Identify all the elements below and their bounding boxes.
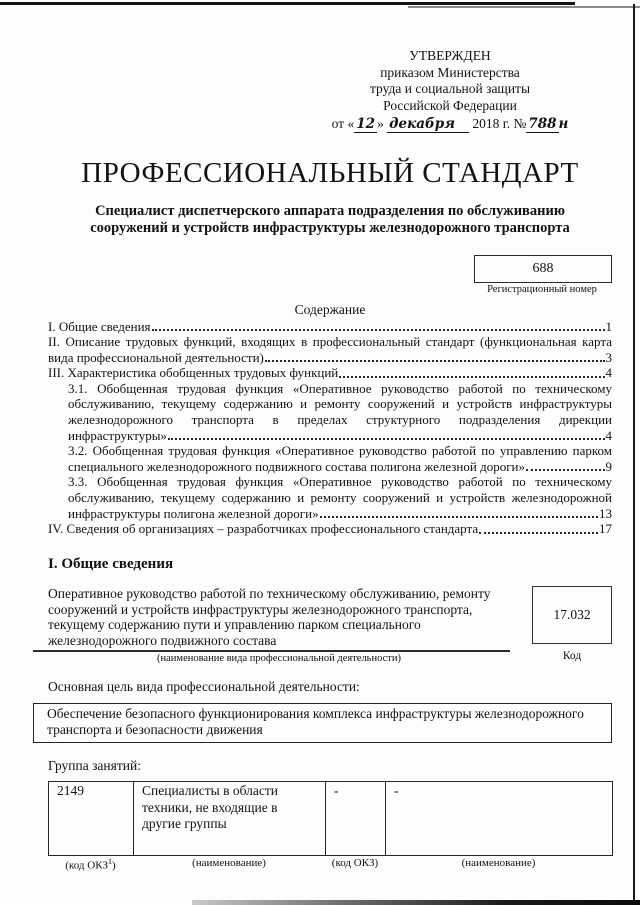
- toc-page-number: 1: [605, 318, 612, 334]
- toc-page-number: 3: [605, 349, 612, 365]
- toc-line: [48, 521, 612, 537]
- handwritten-number-suffix: н: [558, 116, 569, 132]
- toc-line: 3.1. Обобщенная трудовая функция «Оперативное руководство работой по техническому: [68, 380, 612, 396]
- toc-page-number: 17: [599, 521, 612, 537]
- toc-line: железнодорожного транспорта в пределах структурного подразделения дирекции: [68, 412, 612, 428]
- toc-entry-text: III. Характеристика обобщенных трудовых функций: [48, 365, 339, 381]
- document-subtitle: [48, 203, 612, 238]
- toc-line: [48, 319, 612, 335]
- toc-entry-text: I. Общие сведения: [48, 318, 151, 334]
- date-prefix: от «: [331, 116, 355, 131]
- goal-line: Обеспечение безопасного функционирования комплекса инфраструктуры железнодорожного: [47, 706, 584, 721]
- toc-dot-leader: [265, 360, 605, 362]
- activity-description: [33, 586, 510, 652]
- toc-line: обслуживанию, текущему содержанию и ремонту сооружений и устройств железнодорожной: [68, 490, 612, 506]
- table-captions: [48, 857, 612, 872]
- goal-line: транспорта и безопасности движения: [47, 722, 263, 738]
- toc-line: [48, 428, 612, 444]
- table-cell-occupation-name-2: -: [386, 782, 613, 856]
- table-cell-occupation-name: Специалисты в области техники, не входящие в другие группы: [134, 782, 326, 856]
- toc-line: обслуживанию, текущему содержанию и ремонту сооружений и устройств инфраструктуры: [68, 396, 612, 412]
- toc-dot-leader: [526, 469, 605, 471]
- toc-page-number: 9: [605, 458, 612, 474]
- toc-page-number: 4: [605, 365, 612, 381]
- table-caption-okz-2: (код ОКЗ): [331, 857, 379, 870]
- toc-line: 3.3. Обобщенная трудовая функция «Оперативное руководство работой по техническому: [68, 474, 612, 490]
- registration-number-box: [474, 255, 612, 283]
- goal-box: [33, 703, 612, 743]
- code-box: [532, 586, 612, 644]
- toc-line: [48, 350, 612, 366]
- subtitle-line: сооружений и устройств инфраструктуры железнодорожного транспорта: [90, 220, 570, 236]
- approval-line: УТВЕРЖДЕН: [409, 48, 491, 63]
- toc-line: [48, 365, 612, 381]
- occupation-group-label: Группа занятий:: [48, 758, 141, 774]
- approval-line: труда и социальной защиты: [369, 81, 531, 96]
- toc-entry-text: IV. Сведения об организациях – разработчиках профессионального стандарта: [48, 521, 479, 537]
- handwritten-day: 12: [356, 116, 376, 132]
- toc-entry-text: специального железнодорожного подвижного состава полигона железной дороги»: [68, 458, 525, 474]
- caption-text: ): [112, 860, 116, 873]
- table-cell-okz-code-2: -: [326, 782, 386, 856]
- registration-caption: Регистрационный номер: [487, 283, 597, 295]
- toc-line: 3.2. Обобщенная трудовая функция «Оперативное руководство работой по управлению парком: [68, 443, 612, 459]
- toc-dot-leader: [152, 329, 605, 331]
- registration-number: 688: [532, 260, 554, 276]
- table-caption-name: (наименование): [192, 857, 266, 870]
- activity-line: сооружений и устройств инфраструктуры железнодорожного транспорта,: [48, 601, 473, 617]
- scan-artifact-bottom-bar: [192, 900, 640, 905]
- goal-label: Основная цель вида профессиональной деятельности:: [48, 679, 360, 694]
- activity-description-block: [48, 586, 510, 664]
- toc-entry-text: инфраструктуры»: [68, 427, 167, 443]
- code-block: [532, 586, 612, 664]
- toc-dot-leader: [320, 516, 598, 518]
- table-of-contents: [48, 319, 612, 537]
- activity-caption: (наименование вида профессиональной деятельности): [157, 653, 401, 664]
- activity-line: Оперативное руководство работой по техническому обслуживанию, ремонту: [48, 585, 491, 601]
- footnote-marker: 1: [108, 857, 113, 867]
- table-caption-name-2: (наименование): [461, 857, 536, 870]
- registration-block: [48, 255, 612, 295]
- toc-page-number: 4: [605, 427, 612, 443]
- page-title: ПРОФЕССИОНАЛЬНЫЙ СТАНДАРТ: [81, 156, 579, 189]
- table-row: [49, 782, 613, 856]
- table-cell-okz-code: 2149: [49, 782, 134, 856]
- toc-dot-leader: [479, 532, 598, 534]
- toc-heading: Содержание: [294, 301, 366, 317]
- activity-line: текущему содержанию пути и управлению парком специального: [48, 617, 421, 633]
- date-quote: »: [377, 116, 384, 131]
- toc-page-number: 13: [599, 505, 612, 521]
- approval-block: [300, 48, 600, 133]
- approval-date-line: [300, 116, 600, 133]
- approval-line: Российской Федерации: [383, 97, 517, 113]
- toc-line: [48, 459, 612, 475]
- approval-line: приказом Министерства: [380, 64, 520, 80]
- activity-line: железнодорожного подвижного состава: [48, 633, 277, 649]
- toc-dot-leader: [339, 376, 604, 378]
- code-value: 17.032: [553, 606, 591, 622]
- table-caption-okz: [48, 857, 133, 872]
- handwritten-number: 788: [528, 116, 557, 132]
- code-caption: Код: [562, 649, 582, 662]
- toc-entry-text: инфраструктуры полигона железной дороги»: [68, 505, 319, 521]
- toc-line: II. Описание трудовых функций, входящих в профессиональный стандарт (функциональная карта: [48, 334, 612, 350]
- occupation-table: [48, 781, 613, 856]
- activity-row: [48, 586, 612, 664]
- toc-entry-text: вида профессиональной деятельности): [48, 349, 264, 365]
- subtitle-line: Специалист диспетчерского аппарата подразделения по обслуживанию: [95, 202, 565, 219]
- section-heading: I. Общие сведения: [48, 555, 174, 572]
- toc-dot-leader: [168, 438, 605, 440]
- date-year: 2018 г. №: [472, 116, 527, 131]
- handwritten-month: декабря: [387, 116, 469, 133]
- toc-line: [48, 506, 612, 522]
- caption-text: (код ОКЗ: [65, 860, 109, 873]
